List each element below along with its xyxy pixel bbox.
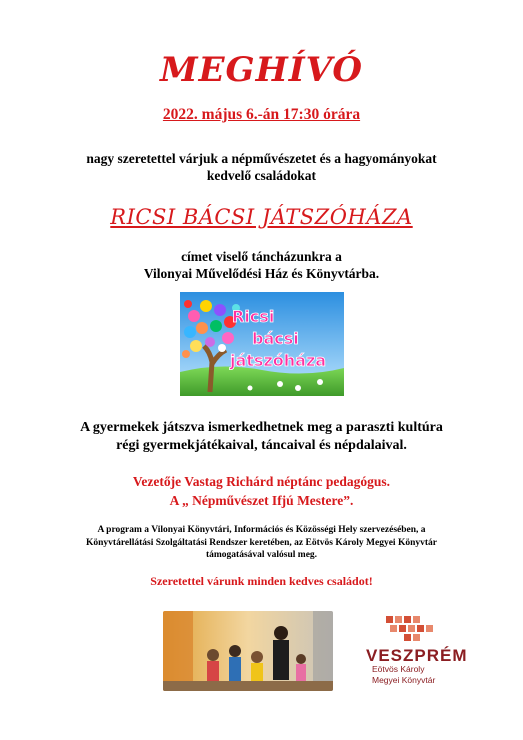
activity-description bbox=[0, 419, 523, 455]
intro-line-2: kedvelő családokat bbox=[206, 168, 317, 183]
logo-word-3: játszóháza bbox=[230, 351, 327, 370]
intro-text bbox=[0, 150, 523, 184]
event-date: 2022. május 6.-án 17:30 órára bbox=[162, 106, 361, 123]
library-logo-sub-1: Eötvös Károly bbox=[372, 664, 425, 674]
event-logo-image bbox=[180, 292, 344, 396]
logo-word-2: bácsi bbox=[252, 329, 299, 348]
venue-line-1: címet viselő táncházunkra a bbox=[181, 249, 342, 264]
program-note bbox=[0, 524, 523, 562]
event-photo bbox=[163, 611, 333, 691]
welcome-text: Szeretettel várunk minden kedves családot! bbox=[150, 574, 373, 588]
invitation-title: MEGHÍVÓ bbox=[159, 50, 363, 90]
activity-line-1: A gyermekek játszva ismerkedhetnek meg a paraszti kultúra bbox=[80, 420, 443, 435]
photo-graphic bbox=[163, 611, 333, 691]
program-line-1: A program a Vilonyai Könyvtári, Információs és Közösségi Hely szervezésében, a bbox=[97, 525, 426, 535]
program-line-3: támogatásával valósul meg. bbox=[205, 550, 318, 560]
library-logo-mark-icon bbox=[386, 616, 436, 646]
venue-text bbox=[0, 248, 523, 282]
logo-word-1: Ricsi bbox=[232, 307, 275, 326]
activity-line-2: régi gyermekjátékaival, táncaival és népdalaival. bbox=[116, 438, 407, 453]
library-logo-subtitle bbox=[372, 664, 435, 686]
leader-info bbox=[0, 472, 523, 510]
event-name: RICSI BÁCSI JÁTSZÓHÁZA bbox=[110, 205, 413, 229]
leader-line-2: A „ Népművészet Ifjú Mestere”. bbox=[169, 493, 354, 508]
library-logo-name: VESZPRÉM bbox=[366, 646, 468, 665]
venue-line-2: Vilonyai Művelődési Ház és Könyvtárba. bbox=[143, 266, 380, 281]
leader-line-1: Vezetője Vastag Richárd néptánc pedagógus. bbox=[132, 474, 391, 489]
program-line-2: Könyvtárellátási Szolgáltatási Rendszer keretében, az Eötvös Károly Megyei Könyvtár bbox=[85, 537, 438, 548]
event-logo-graphic bbox=[180, 292, 344, 396]
library-logo-sub-2: Megyei Könyvtár bbox=[372, 675, 436, 685]
intro-line-1: nagy szeretettel várjuk a népművészetet és a hagyományokat bbox=[86, 151, 437, 166]
